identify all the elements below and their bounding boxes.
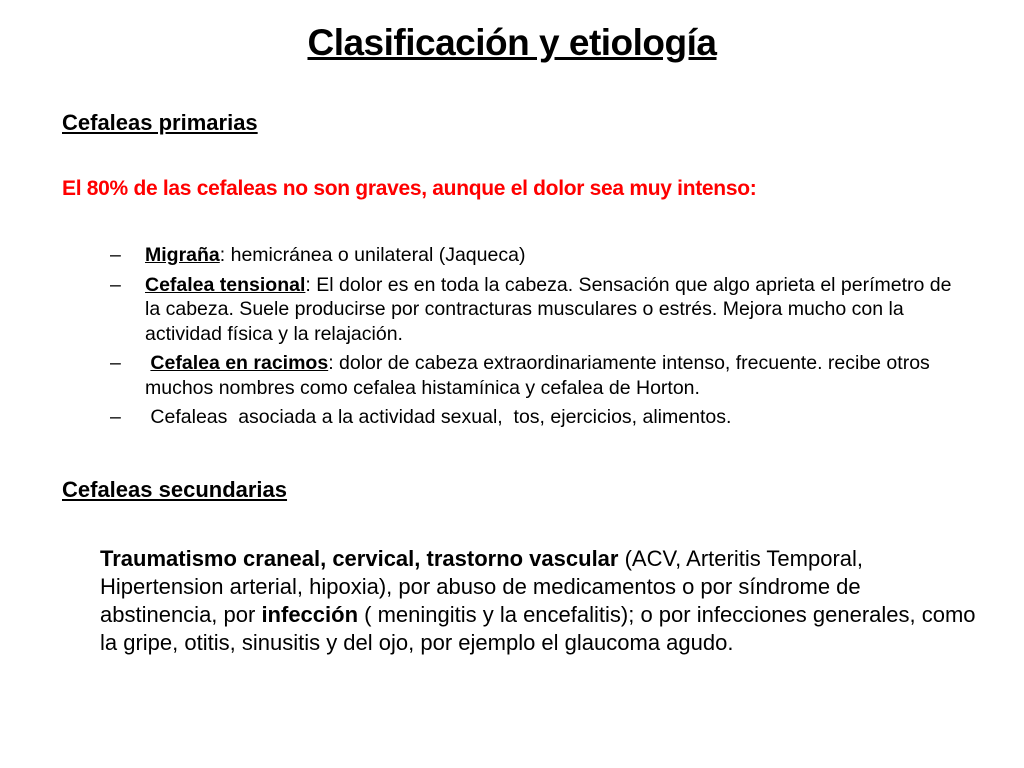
primary-headaches-heading: Cefaleas primarias — [62, 110, 258, 135]
dash-bullet: – — [110, 273, 121, 296]
secondary-text-part1: (ACV, Arteritis Temporal, Hipertension arterial, hipoxia), por abuso de medicamentos o por síndrome de abstinencia, por — [100, 546, 864, 627]
term-tension-headache: Cefalea tensional — [145, 273, 306, 296]
secondary-text-part2: ( meningitis y la encefalitis); o por infecciones generales, como la gripe, otitis, sinusitis y del ojo, por ejemplo el glaucoma agudo. — [100, 602, 976, 655]
secondary-bold-infection: infección — [261, 602, 359, 627]
dash-bullet: – — [110, 244, 121, 266]
primary-headache-list — [110, 243, 970, 435]
item-description: : hemicránea o unilateral (Jaqueca) — [219, 244, 526, 266]
term-cluster-headache: Cefalea en racimos — [150, 352, 329, 374]
list-item — [110, 243, 970, 268]
item-description: : dolor de cabeza extraordinariamente intenso, frecuente. recibe otros muchos nombres como cefalea histamínica y cefalea de Horton. — [145, 352, 930, 399]
primary-intro-text: El 80% de las cefaleas no son graves, aunque el dolor sea muy intenso: — [62, 177, 757, 200]
secondary-headaches-heading: Cefaleas secundarias — [62, 477, 288, 502]
list-item — [110, 273, 970, 347]
item-description: : El dolor es en toda la cabeza. Sensación que algo aprieta el perímetro de la cabeza. Suele producirse por contracturas musculares o estrés. Mejora mucho con la actividad física y la relajación. — [145, 273, 952, 345]
item-description: Cefaleas asociada a la actividad sexual, tos, ejercicios, alimentos. — [145, 406, 732, 428]
dash-bullet: – — [110, 352, 121, 374]
secondary-description — [100, 545, 980, 657]
list-item — [110, 351, 970, 400]
secondary-bold-causes: Traumatismo craneal, cervical, trastorno vascular — [100, 546, 619, 571]
term-migraine: Migraña — [145, 244, 220, 266]
dash-bullet: – — [110, 406, 121, 428]
list-item — [110, 405, 970, 430]
slide-title: Clasificación y etiología — [307, 22, 717, 63]
